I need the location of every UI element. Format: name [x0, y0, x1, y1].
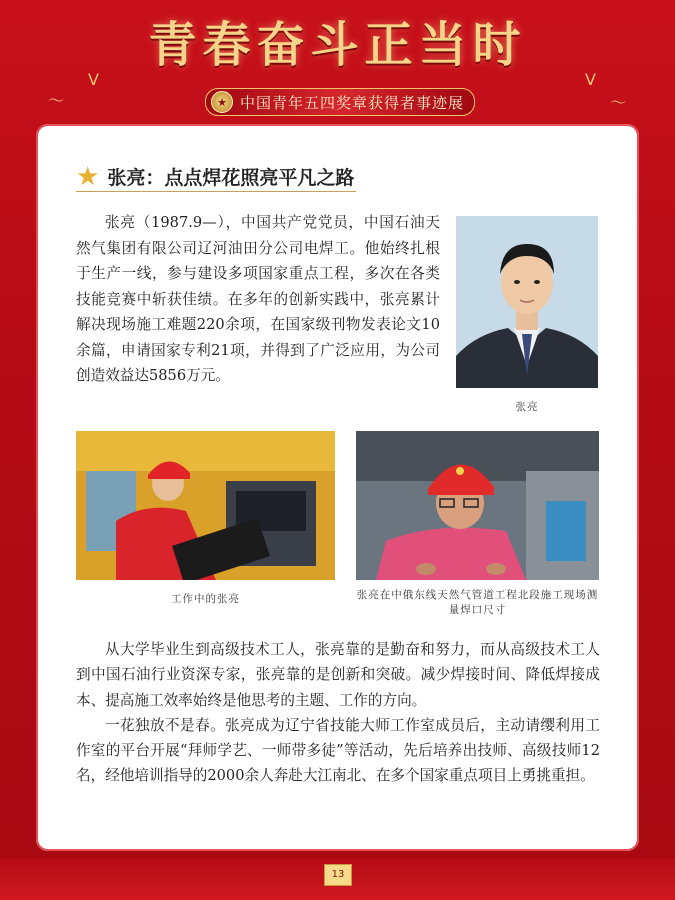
body-text — [76, 637, 600, 789]
subtitle: 中国青年五四奖章获得者事迹展 — [240, 93, 465, 112]
article-headline — [76, 163, 354, 190]
photo2-caption: 张亮在中俄东线天然气管道工程北段施工现场测量焊口尺寸 — [356, 589, 599, 616]
body-paragraph-2: 一花独放不是春。张亮成为辽宁省技能大师工作室成员后，主动请缨利用工作室的平台开展“拜师学艺、一师带多徒”等活动，先后培养出技师、高级技师12名，经他培训指导的2000余人奔赴大江南北、在多个国家重点项目上勇挑重担。 — [76, 716, 600, 785]
subtitle-banner — [205, 88, 475, 116]
portrait-caption: 张亮 — [515, 401, 539, 413]
work-photo-1 — [76, 431, 335, 580]
bird-decoration: ᐯ — [585, 70, 596, 89]
main-title: 青春奋斗正当时 — [148, 17, 527, 73]
body-paragraph-1: 从大学毕业生到高级技术工人，张亮靠的是勤奋和努力，而从高级技术工人到中国石油行业资深专家，张亮靠的是创新和突破。减少焊接时间、降低焊接成本、提高施工效率始终是他思考的主题、工作的方向。 — [76, 641, 600, 709]
work-photo-2 — [356, 431, 599, 580]
portrait-photo — [456, 216, 598, 388]
bird-decoration: ᐯ — [88, 70, 99, 89]
photo1-caption: 工作中的张亮 — [171, 593, 240, 605]
bird-decoration: 〜 — [48, 91, 65, 110]
page-number: 13 — [324, 864, 352, 886]
youth-league-emblem-icon: ★ — [211, 91, 233, 113]
bio-paragraph: 张亮（1987.9—），中国共产党党员，中国石油天然气集团有限公司辽河油田分公司电焊工。他始终扎根于生产一线，参与建设多项国家重点工程，多次在各类技能竞赛中斩获佳绩。在多年的创新实践中，张亮累计解决现场施工难题220余项，在国家级刊物发表论文10余篇，申请国家专利21项，并得到了广泛应用，为公司创造效益达5856万元。 — [76, 214, 440, 384]
headline-underline — [76, 191, 356, 192]
star-icon: ★ — [76, 161, 100, 192]
headline-text: 张亮：点点焊花照亮平凡之路 — [107, 167, 355, 189]
bird-decoration: 〜 — [610, 93, 627, 112]
page-header — [0, 0, 675, 125]
